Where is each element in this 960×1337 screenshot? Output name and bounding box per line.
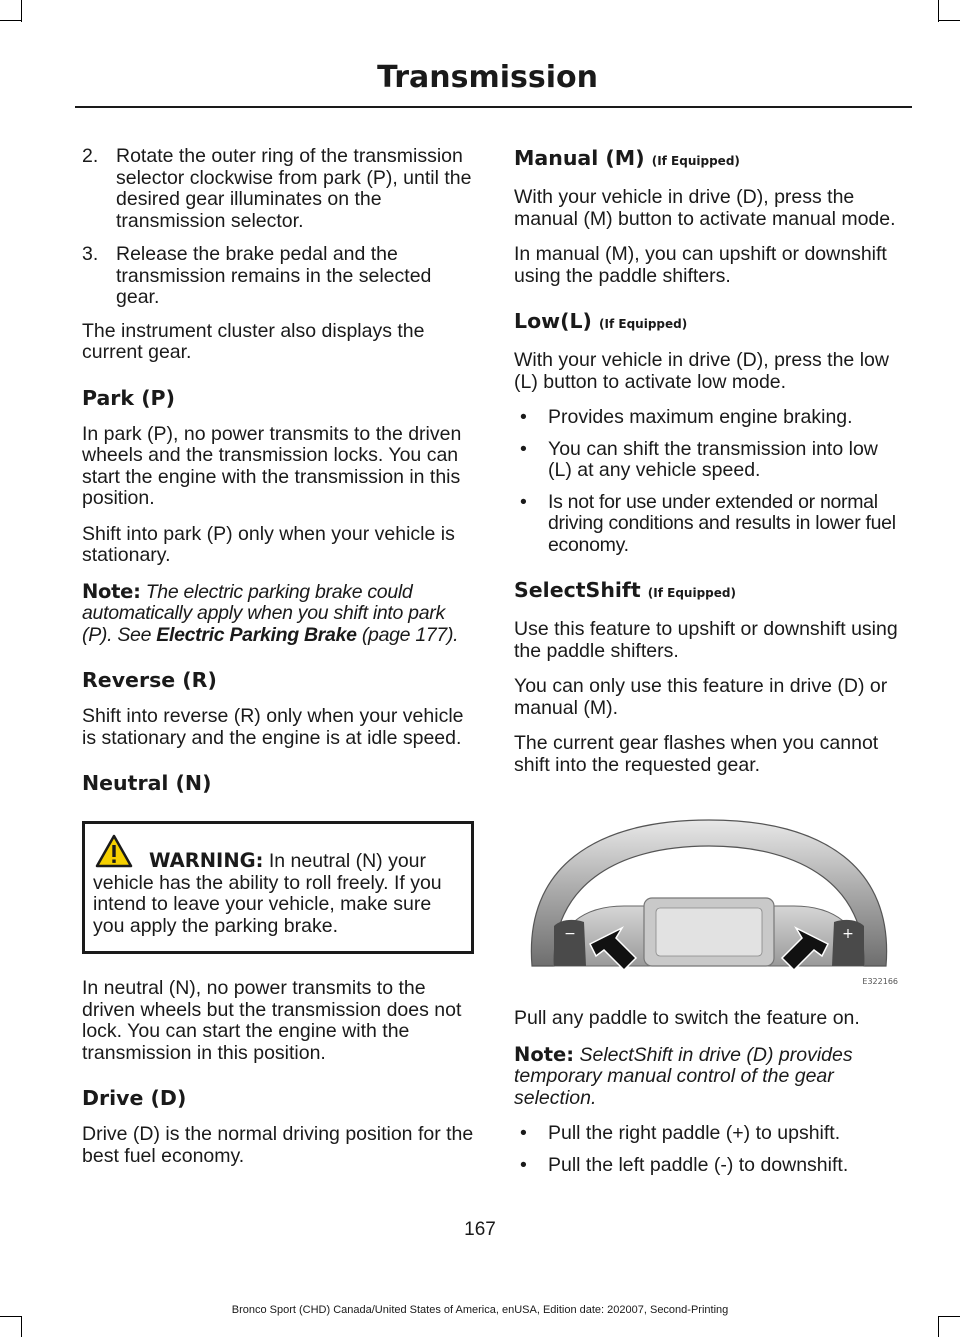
- electric-parking-brake-link[interactable]: Electric Parking Brake: [156, 623, 357, 646]
- step-number: 2.: [82, 145, 99, 167]
- bullet-text: Provides maximum engine braking.: [548, 406, 853, 428]
- heading-manual: [514, 146, 906, 173]
- warning-box: [82, 821, 474, 954]
- heading-low: [514, 309, 906, 336]
- crop-mark-top-right: [938, 20, 960, 21]
- low-p1: With your vehicle in drive (D), press the low (L) button to activate low mode.: [514, 349, 889, 393]
- heading-drive: Drive (D): [82, 1086, 187, 1110]
- park-p1: In park (P), no power transmits to the driven wheels and the transmission locks. You can start the engine with the transmission in this position.: [82, 422, 462, 509]
- list-item: • Is not for use under extended or normal driving conditions and results in lower fuel economy.: [520, 490, 896, 556]
- note-text: The electric parking brake could automatically apply when you shift into park (P). See: [82, 580, 445, 646]
- left-column: [82, 146, 474, 1181]
- warning-text: In neutral (N) your vehicle has the ability to roll freely. If you intend to leave your vehicle, make sure you apply the parking brake.: [93, 850, 442, 937]
- warning-content: [93, 850, 463, 937]
- selectshift-p4: Pull any paddle to switch the feature on.: [514, 1007, 860, 1029]
- footer-text: Bronco Sport (CHD) Canada/United States of America, enUSA, Edition date: 202007, Second-Printing: [231, 1304, 729, 1316]
- crop-mark-bottom-left: [0, 1316, 22, 1317]
- selectshift-p1: Use this feature to upshift or downshift using the paddle shifters.: [514, 618, 898, 662]
- heading-selectshift: [514, 578, 906, 605]
- step-3: [82, 244, 474, 309]
- heading-neutral: Neutral (N): [82, 771, 212, 795]
- heading-selectshift-text: SelectShift: [514, 578, 641, 602]
- list-item: • Provides maximum engine braking.: [520, 406, 853, 428]
- heading-manual-text: Manual (M): [514, 146, 645, 170]
- paddle-plus-label: +: [842, 926, 854, 942]
- cluster-text: The instrument cluster also displays the current gear.: [82, 319, 425, 363]
- crop-mark-bottom-right: [938, 1316, 960, 1317]
- bullet-text: You can shift the transmission into low (L) at any vehicle speed.: [548, 437, 878, 481]
- crop-mark-top-left: [0, 20, 22, 21]
- page-number: 167: [464, 1219, 496, 1240]
- header-rule: [75, 106, 912, 108]
- park-p2: Shift into park (P) only when your vehicle is stationary.: [82, 522, 455, 566]
- if-equipped-tag: (If Equipped): [647, 586, 736, 600]
- list-item: • Pull the left paddle (-) to downshift.: [520, 1153, 849, 1176]
- selectshift-note: [514, 1044, 906, 1110]
- neutral-p1: In neutral (N), no power transmits to the driven wheels but the transmission does not lock. You can start the engine with the transmission in this position.: [82, 977, 462, 1064]
- note-text: SelectShift in drive (D) provides temporary manual control of the gear selection.: [514, 1043, 853, 1109]
- step-text: Release the brake pedal and the transmission remains in the selected gear.: [116, 243, 432, 308]
- step-2: [82, 146, 474, 232]
- crop-mark-top-left-v: [21, 0, 22, 22]
- bullet-text: Is not for use under extended or normal driving conditions and results in lower fuel economy.: [548, 490, 896, 556]
- if-equipped-tag: (If Equipped): [599, 317, 688, 331]
- drive-p1: Drive (D) is the normal driving position for the best fuel economy.: [82, 1123, 474, 1167]
- bullet-text: Pull the left paddle (-) to downshift.: [548, 1153, 849, 1176]
- note-label: Note:: [82, 579, 141, 603]
- park-note: [82, 581, 474, 647]
- manual-p1: With your vehicle in drive (D), press the manual (M) button to activate manual mode.: [514, 186, 896, 230]
- right-column: [514, 146, 906, 1186]
- warning-triangle-icon: [95, 834, 133, 868]
- list-item: • Pull the right paddle (+) to upshift.: [520, 1122, 841, 1144]
- note-label: Note:: [514, 1042, 575, 1066]
- figure-code: E322166: [862, 977, 898, 986]
- heading-reverse: Reverse (R): [82, 668, 217, 692]
- if-equipped-tag: (If Equipped): [651, 154, 740, 168]
- manual-p2: In manual (M), you can upshift or downshift using the paddle shifters.: [514, 243, 887, 287]
- bullet-text: Pull the right paddle (+) to upshift.: [548, 1122, 841, 1144]
- page-title: Transmission: [377, 60, 598, 95]
- list-item: • You can shift the transmission into low (L) at any vehicle speed.: [520, 437, 878, 481]
- selectshift-p2: You can only use this feature in drive (D) or manual (M).: [514, 675, 888, 719]
- selectshift-p3: The current gear flashes when you cannot shift into the requested gear.: [514, 732, 879, 776]
- reverse-p1: Shift into reverse (R) only when your vehicle is stationary and the engine is at idle speed.: [82, 705, 464, 749]
- crop-mark-bottom-left-v: [21, 1316, 22, 1337]
- steering-wheel-paddle-illustration: [514, 798, 904, 988]
- note-page: (page 177).: [361, 623, 459, 646]
- step-number: 3.: [82, 243, 99, 265]
- warning-label: WARNING:: [149, 849, 264, 872]
- paddle-minus-label: −: [564, 926, 576, 942]
- heading-low-text: Low(L): [514, 309, 592, 333]
- heading-park: Park (P): [82, 385, 175, 410]
- crop-mark-top-right-v: [938, 0, 939, 22]
- crop-mark-bottom-right-v: [938, 1316, 939, 1337]
- step-text: Rotate the outer ring of the transmission selector clockwise from park (P), until the desired gear illuminates on the transmission selector.: [116, 145, 472, 232]
